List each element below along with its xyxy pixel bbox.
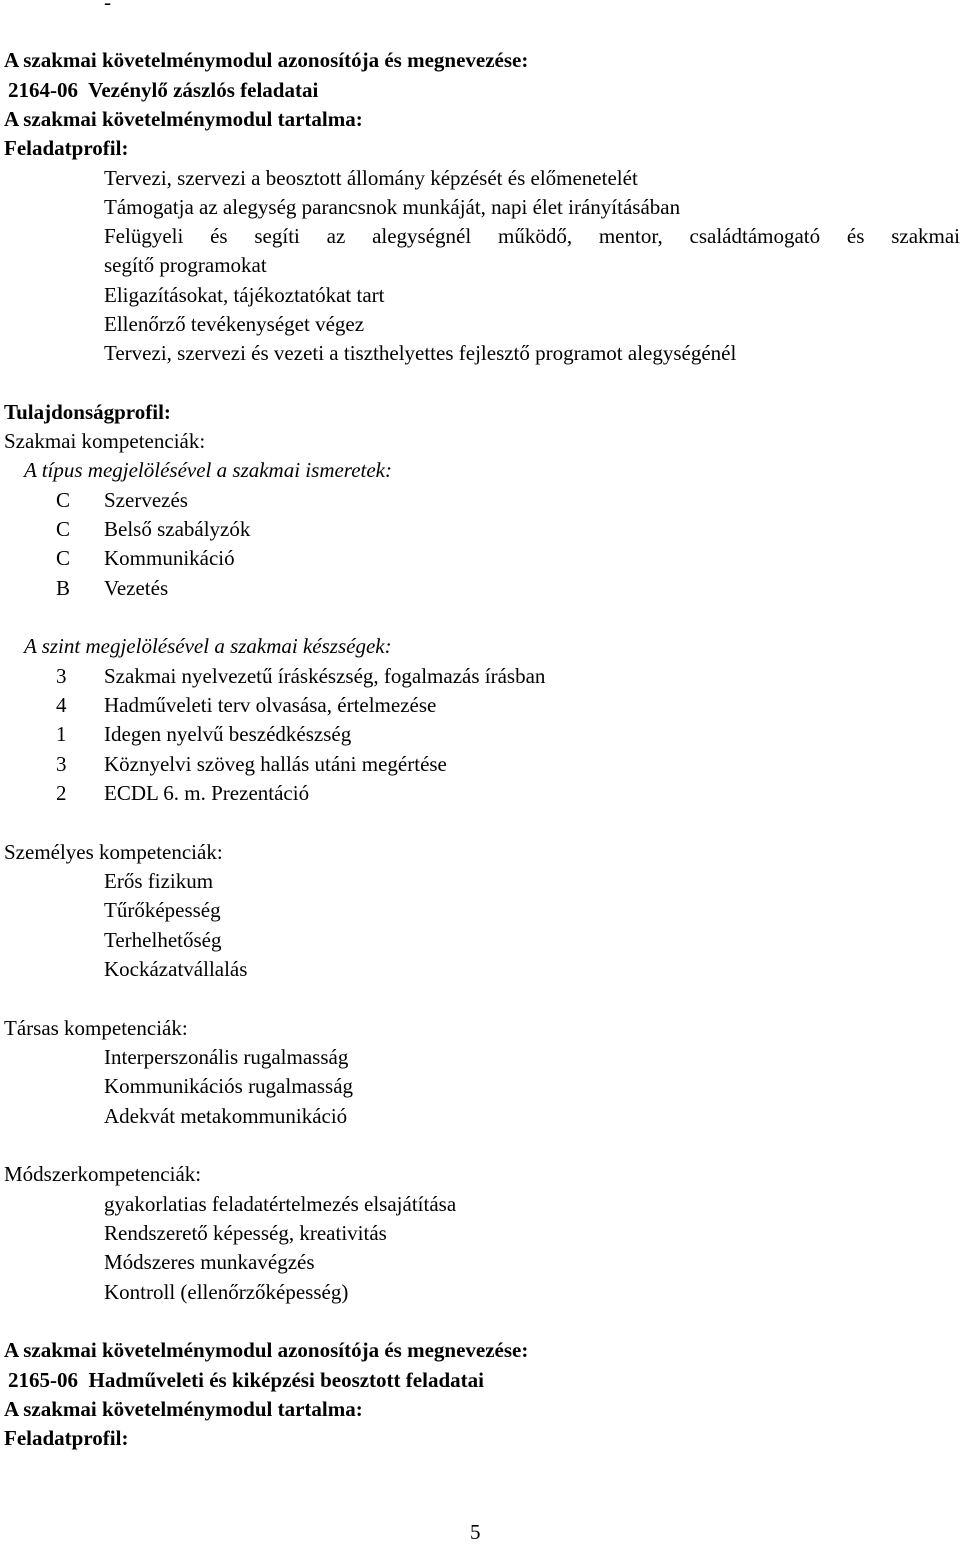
module1-id-heading: A szakmai követelménymodul azonosítója és megnevezése: bbox=[4, 48, 529, 72]
skill-text: Köznyelvi szöveg hallás utáni megértése bbox=[104, 752, 447, 776]
module1-code-title: 2164-06 Vezénylő zászlós feladatai bbox=[8, 78, 319, 102]
method-item: Kontroll (ellenőrzőképesség) bbox=[104, 1280, 349, 1304]
skills-heading: A szint megjelölésével a szakmai készségek: bbox=[24, 634, 392, 658]
knowledge-text: Kommunikáció bbox=[104, 546, 235, 570]
knowledge-text: Belső szabályzók bbox=[104, 517, 251, 541]
method-competencies-heading: Módszerkompetenciák: bbox=[4, 1162, 202, 1186]
personal-item: Kockázatvállalás bbox=[104, 957, 248, 981]
method-item: Rendszerető képesség, kreativitás bbox=[104, 1221, 387, 1245]
property-profile-heading: Tulajdonságprofil: bbox=[4, 400, 171, 424]
skill-text: ECDL 6. m. Prezentáció bbox=[104, 781, 310, 805]
knowledge-text: Vezetés bbox=[104, 576, 169, 600]
skill-level: 2 bbox=[56, 781, 67, 805]
module1-task-profile-heading: Feladatprofil: bbox=[4, 136, 129, 160]
method-item: gyakorlatias feladatértelmezés elsajátítása bbox=[104, 1192, 457, 1216]
skill-text: Idegen nyelvű beszédkészség bbox=[104, 722, 352, 746]
skill-level: 3 bbox=[56, 752, 67, 776]
module2-task-profile-heading: Feladatprofil: bbox=[4, 1426, 129, 1450]
module2-id-heading: A szakmai követelménymodul azonosítója és megnevezése: bbox=[4, 1338, 529, 1362]
task-item: Ellenőrző tevékenységet végez bbox=[104, 312, 365, 336]
page-number: 5 bbox=[470, 1520, 481, 1544]
personal-item: Terhelhetőség bbox=[104, 928, 222, 952]
skill-level: 3 bbox=[56, 664, 67, 688]
skill-level: 1 bbox=[56, 722, 67, 746]
knowledge-heading: A típus megjelölésével a szakmai ismeretek: bbox=[24, 458, 392, 482]
task-item: Tervezi, szervezi a beosztott állomány képzését és előmenetelét bbox=[104, 166, 638, 190]
social-item: Adekvát metakommunikáció bbox=[104, 1104, 348, 1128]
knowledge-text: Szervezés bbox=[104, 488, 188, 512]
task-item: Eligazításokat, tájékoztatókat tart bbox=[104, 283, 385, 307]
social-item: Interperszonális rugalmasság bbox=[104, 1045, 349, 1069]
knowledge-level: C bbox=[56, 546, 71, 570]
personal-competencies-heading: Személyes kompetenciák: bbox=[4, 840, 223, 864]
module2-code-title: 2165-06 Hadműveleti és kiképzési beosztott feladatai bbox=[8, 1368, 484, 1392]
module2-content-heading: A szakmai követelménymodul tartalma: bbox=[4, 1397, 363, 1421]
personal-item: Erős fizikum bbox=[104, 869, 214, 893]
skill-level: 4 bbox=[56, 693, 67, 717]
knowledge-level: B bbox=[56, 576, 71, 600]
skill-text: Hadműveleti terv olvasása, értelmezése bbox=[104, 693, 437, 717]
personal-item: Tűrőképesség bbox=[104, 898, 221, 922]
task-item: segítő programokat bbox=[104, 253, 267, 277]
social-item: Kommunikációs rugalmasság bbox=[104, 1074, 354, 1098]
social-competencies-heading: Társas kompetenciák: bbox=[4, 1016, 188, 1040]
task-item: Tervezi, szervezi és vezeti a tiszthelyettes fejlesztő programot alegységénél bbox=[104, 341, 737, 365]
skill-text: Szakmai nyelvezetű íráskészség, fogalmazás írásban bbox=[104, 664, 546, 688]
top-dash: - bbox=[104, 0, 111, 14]
task-item: Felügyeli és segíti az alegységnél működő, mentor, családtámogató és szakmai bbox=[104, 224, 960, 248]
professional-competencies-heading: Szakmai kompetenciák: bbox=[4, 429, 206, 453]
knowledge-level: C bbox=[56, 488, 71, 512]
method-item: Módszeres munkavégzés bbox=[104, 1250, 315, 1274]
knowledge-level: C bbox=[56, 517, 71, 541]
task-item: Támogatja az alegység parancsnok munkáját, napi élet irányításában bbox=[104, 195, 681, 219]
module1-content-heading: A szakmai követelménymodul tartalma: bbox=[4, 107, 363, 131]
